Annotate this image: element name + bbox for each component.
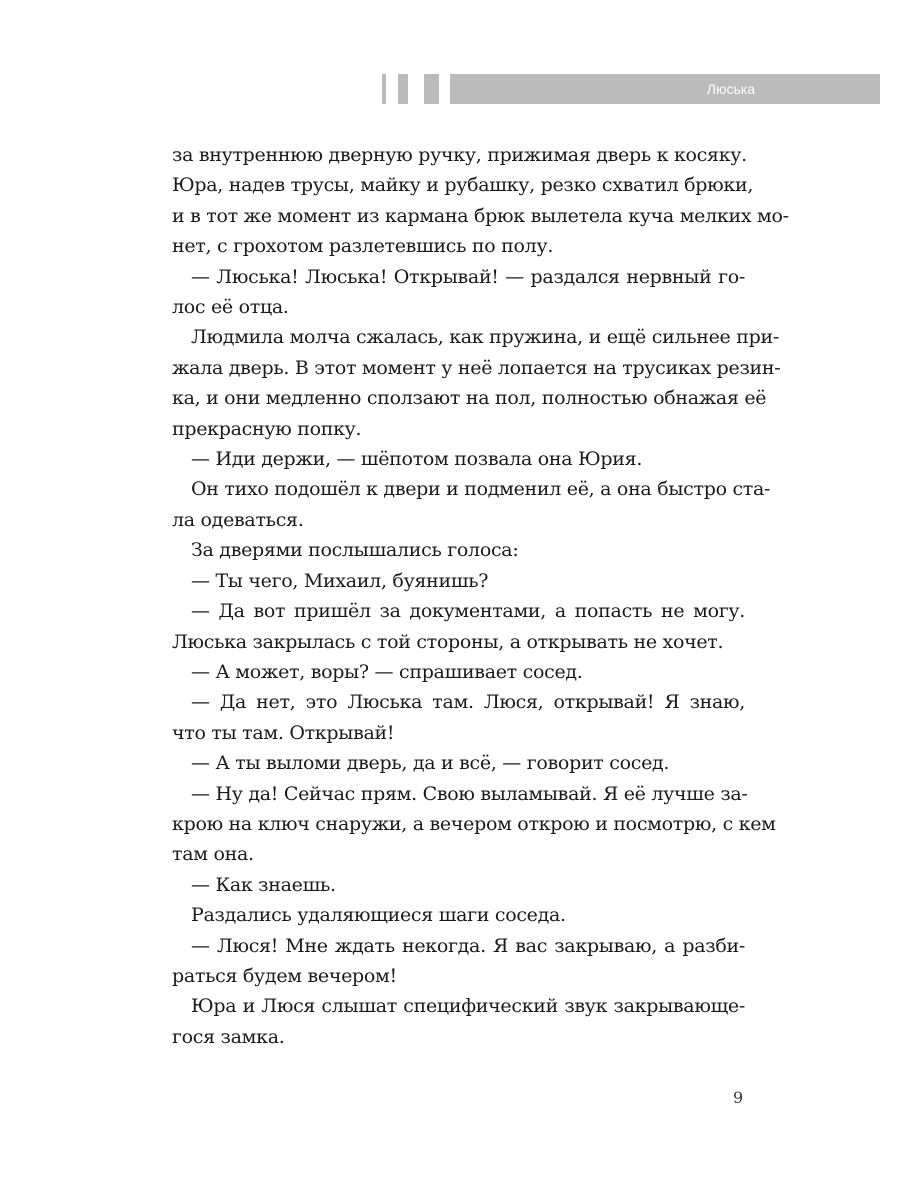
text-line: прекрасную попку. <box>172 417 362 440</box>
text-line: — Иди держи, — шёпотом позвала она Юрия. <box>191 448 643 471</box>
text-line: ла одеваться. <box>172 508 304 531</box>
text-line: ка, и они медленно сползают на пол, полностью обнажая её <box>172 387 767 410</box>
text-line: Людмила молча сжалась, как пружина, и ещё сильнее при- <box>191 326 779 349</box>
text-line: — Ну да! Сейчас прям. Свою выламывай. Я её лучше за- <box>191 782 748 805</box>
text-line: — Люська! Люська! Открывай! — раздался нервный го- <box>191 265 745 288</box>
text-line: лос её отца. <box>172 296 289 319</box>
text-line: — А ты выломи дверь, да и всё, — говорит сосед. <box>191 752 670 775</box>
text-line: — Люся! Мне ждать некогда. Я вас закрываю, а разби- <box>191 934 745 957</box>
text-line: Юра и Люся слышат специфический звук закрывающе- <box>191 995 745 1018</box>
text-line: — Да вот пришёл за документами, а попасть не могу. <box>191 600 745 623</box>
text-line: — Да нет, это Люська там. Люся, открывай! Я знаю, <box>191 691 745 714</box>
text-line: — А может, воры? — спрашивает сосед. <box>191 660 583 683</box>
text-line: За дверями послышались голоса: <box>191 539 519 562</box>
text-line: Раздались удаляющиеся шаги соседа. <box>191 904 566 927</box>
text-line: Юра, надев трусы, майку и рубашку, резко схватил брюки, <box>172 174 754 197</box>
body-text <box>172 140 789 1052</box>
page-number: 9 <box>733 1088 744 1107</box>
text-line: и в тот же момент из кармана брюк вылетела куча мелких мо- <box>172 204 789 227</box>
text-line: за внутреннюю дверную ручку, прижимая дверь к косяку. <box>172 144 747 166</box>
text-line: гося замка. <box>172 1025 285 1048</box>
text-line: раться будем вечером! <box>172 964 397 987</box>
header-decor-bar <box>424 74 439 104</box>
header-decor-bar <box>398 74 408 104</box>
text-line: что ты там. Открывай! <box>172 721 395 744</box>
header-decor-bar <box>382 74 386 104</box>
running-header <box>450 74 880 104</box>
text-line: крою на ключ снаружи, а вечером открою и посмотрю, с кем <box>172 812 776 835</box>
text-line: нет, с грохотом разлетевшись по полу. <box>172 235 554 258</box>
text-line: Люська закрылась с той стороны, а открывать не хочет. <box>172 630 724 653</box>
text-line: жала дверь. В этот момент у неё лопается на трусиках резин- <box>172 356 781 379</box>
text-line: — Ты чего, Михаил, буянишь? <box>191 569 489 592</box>
text-line: Он тихо подошёл к двери и подменил её, а она быстро ста- <box>191 478 771 501</box>
text-line: там она. <box>172 843 254 866</box>
running-title: Люська <box>706 81 755 97</box>
text-line: — Как знаешь. <box>191 873 336 896</box>
